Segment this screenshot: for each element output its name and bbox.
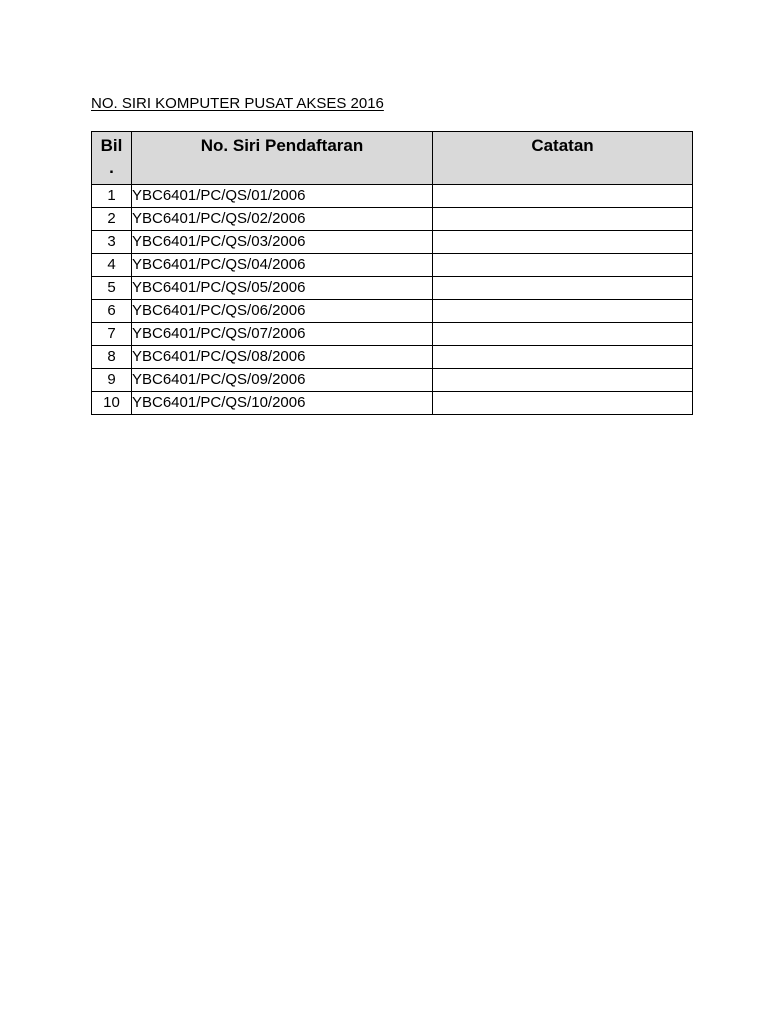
table-header — [92, 132, 693, 185]
row-note — [433, 185, 693, 208]
row-bil: 1 — [92, 185, 132, 208]
row-serial: YBC6401/PC/QS/07/2006 — [132, 323, 433, 346]
row-serial: YBC6401/PC/QS/02/2006 — [132, 208, 433, 231]
header-serial: No. Siri Pendaftaran — [132, 132, 433, 185]
row-note — [433, 254, 693, 277]
row-bil: 7 — [92, 323, 132, 346]
table-row — [92, 185, 693, 208]
row-serial: YBC6401/PC/QS/06/2006 — [132, 300, 433, 323]
row-bil: 8 — [92, 346, 132, 369]
row-note — [433, 346, 693, 369]
header-bil — [92, 132, 132, 185]
row-note — [433, 369, 693, 392]
row-note — [433, 277, 693, 300]
table-row — [92, 208, 693, 231]
row-bil: 9 — [92, 369, 132, 392]
header-row — [92, 132, 693, 185]
row-serial: YBC6401/PC/QS/09/2006 — [132, 369, 433, 392]
row-note — [433, 392, 693, 415]
row-note — [433, 323, 693, 346]
header-note: Catatan — [433, 132, 693, 185]
table-row — [92, 277, 693, 300]
table-row — [92, 254, 693, 277]
table-row — [92, 231, 693, 254]
document-title: NO. SIRI KOMPUTER PUSAT AKSES 2016 — [91, 95, 384, 112]
row-bil: 2 — [92, 208, 132, 231]
row-serial: YBC6401/PC/QS/10/2006 — [132, 392, 433, 415]
row-bil: 5 — [92, 277, 132, 300]
table-row — [92, 300, 693, 323]
row-serial: YBC6401/PC/QS/03/2006 — [132, 231, 433, 254]
row-serial: YBC6401/PC/QS/01/2006 — [132, 185, 433, 208]
row-note — [433, 231, 693, 254]
header-bil-label: Bil — [100, 136, 123, 155]
header-bil-dot: . — [109, 158, 114, 177]
row-note — [433, 208, 693, 231]
table-row — [92, 392, 693, 415]
row-bil: 4 — [92, 254, 132, 277]
serial-number-table — [91, 131, 693, 415]
row-bil: 10 — [92, 392, 132, 415]
table-body — [92, 185, 693, 415]
row-serial: YBC6401/PC/QS/04/2006 — [132, 254, 433, 277]
table-row — [92, 369, 693, 392]
row-bil: 6 — [92, 300, 132, 323]
row-serial: YBC6401/PC/QS/05/2006 — [132, 277, 433, 300]
row-serial: YBC6401/PC/QS/08/2006 — [132, 346, 433, 369]
table-row — [92, 346, 693, 369]
row-bil: 3 — [92, 231, 132, 254]
row-note — [433, 300, 693, 323]
table-row — [92, 323, 693, 346]
